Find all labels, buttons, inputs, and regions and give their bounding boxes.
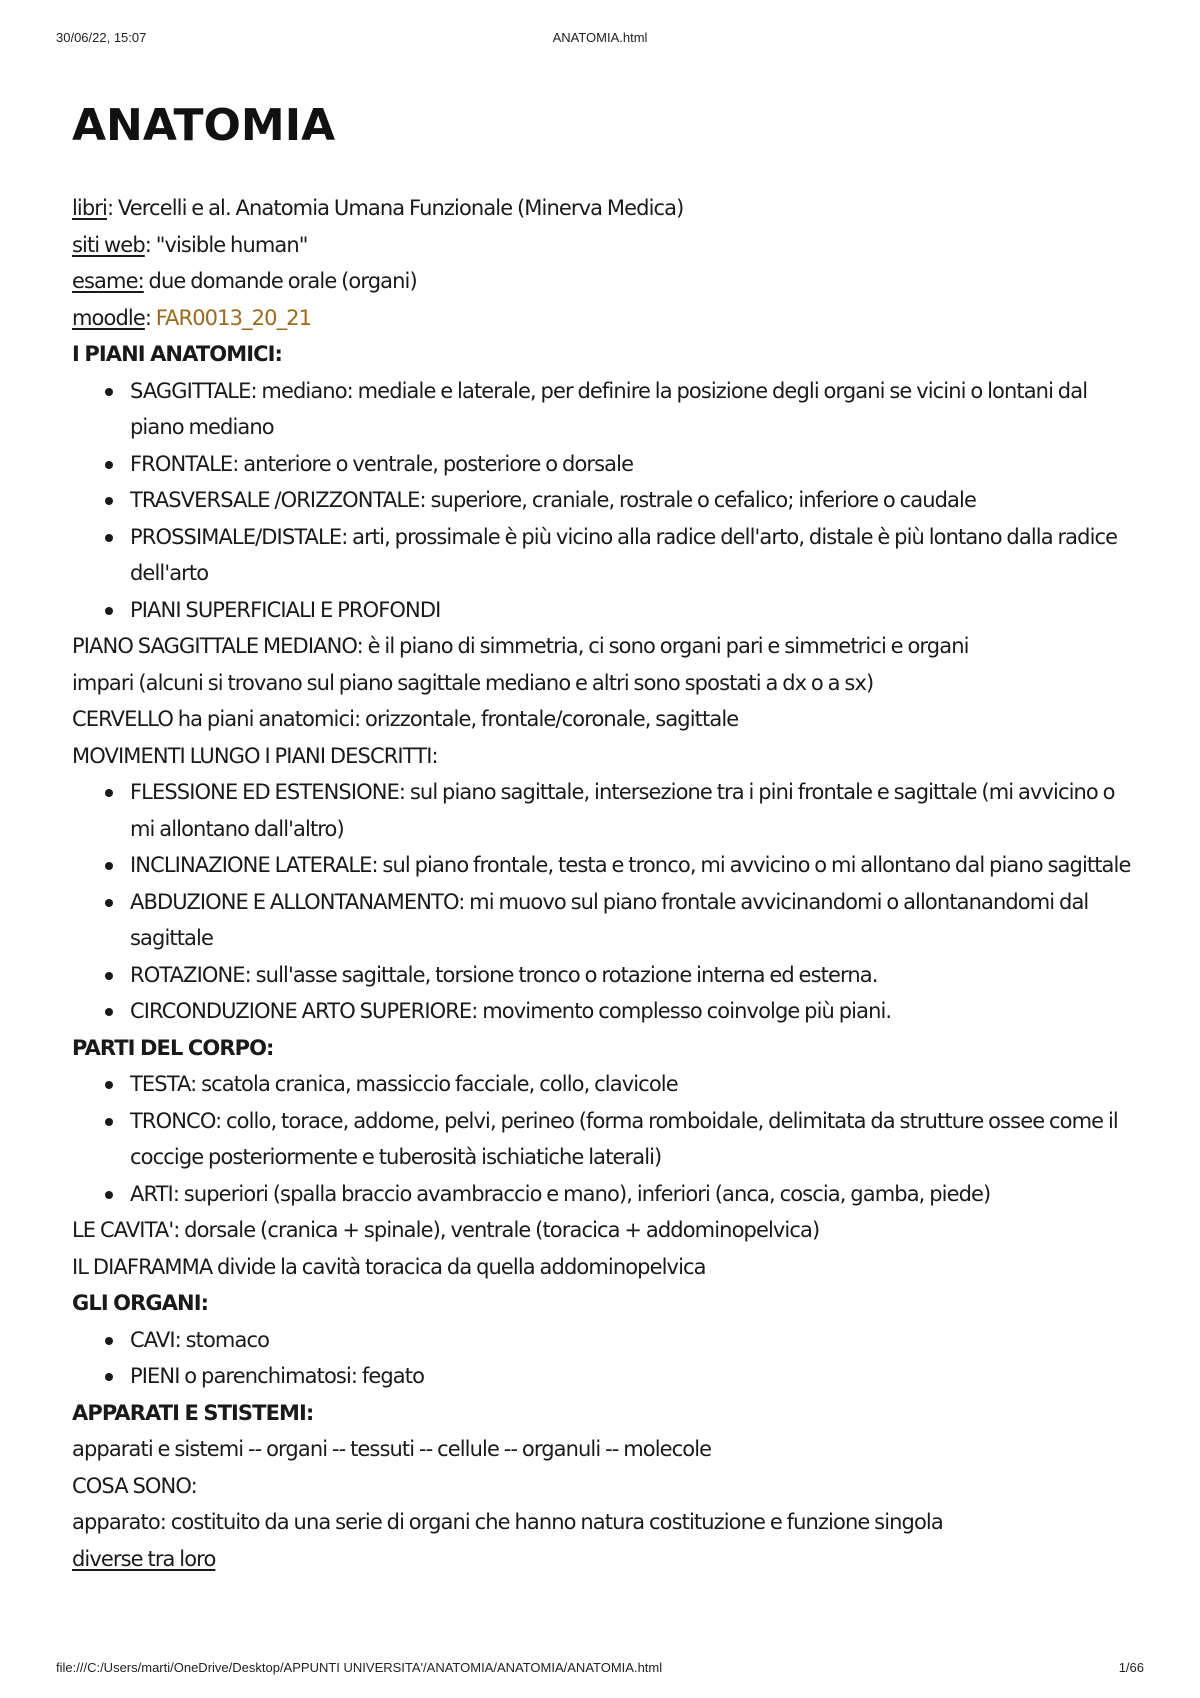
paragraph-piano-saggittale-1: PIANO SAGGITTALE MEDIANO: è il piano di simmetria, ci sono organi pari e simmetrici e organi (72, 634, 969, 658)
section-heading-apparati: APPARATI E STISTEMI: (72, 1400, 314, 1425)
print-file-path: file:///C:/Users/marti/OneDrive/Desktop/APPUNTI UNIVERSITA'/ANATOMIA/ANATOMIA/ANATOMIA.html (56, 1660, 663, 1675)
paragraph-movimenti-heading: MOVIMENTI LUNGO I PIANI DESCRITTI: (72, 743, 438, 768)
section-heading-piani: I PIANI ANATOMICI: (72, 342, 283, 366)
print-page-title: ANATOMIA.html (552, 30, 648, 45)
print-footer (56, 1660, 1144, 1678)
organi-list (72, 1322, 1132, 1395)
paragraph-cosa-sono: COSA SONO: (72, 1473, 197, 1498)
libri-label: libri (72, 196, 107, 220)
esame-value: due domande orale (organi) (143, 269, 417, 293)
print-page-number: 1/66 (1118, 1660, 1144, 1675)
list-item: ABDUZIONE E ALLONTANAMENTO: mi muovo sul piano frontale avvicinandomi o allontanandomi dal sagittale (130, 884, 1132, 957)
info-moodle (72, 300, 1132, 337)
paragraph-piano-saggittale-2: impari (alcuni si trovano sul piano sagittale mediano e altri sono spostati a dx o a sx) (72, 670, 874, 695)
info-esame (72, 263, 1132, 300)
info-siti-web (72, 227, 1132, 264)
section-heading-organi: GLI ORGANI: (72, 1291, 209, 1315)
list-item: FLESSIONE ED ESTENSIONE: sul piano sagittale, intersezione tra i pini frontale e sagittale (mi avvicino o mi allontano dall'altro) (130, 774, 1132, 847)
list-item: PIENI o parenchimatosi: fegato (130, 1358, 1132, 1395)
document-body (72, 96, 1132, 1577)
list-item: PIANI SUPERFICIALI E PROFONDI (130, 592, 1132, 629)
list-item: SAGGITTALE: mediano: mediale e laterale, per definire la posizione degli organi se vicini o lontani dal piano mediano (130, 373, 1132, 446)
list-item: TESTA: scatola cranica, massiccio facciale, collo, clavicole (130, 1066, 1132, 1103)
print-header (56, 30, 1144, 48)
section-heading-parti: PARTI DEL CORPO: (72, 1035, 274, 1060)
paragraph-apparato: apparato: costituito da una serie di organi che hanno natura costituzione e funzione singola (72, 1510, 943, 1534)
list-item: ARTI: superiori (spalla braccio avambraccio e mano), inferiori (anca, coscia, gamba, piede) (130, 1176, 1132, 1213)
print-datetime: 30/06/22, 15:07 (56, 30, 147, 45)
movimenti-list (72, 774, 1132, 1030)
list-item: FRONTALE: anteriore o ventrale, posteriore o dorsale (130, 446, 1132, 483)
piani-list (72, 373, 1132, 629)
moodle-colon: : (144, 305, 156, 330)
paragraph-diverse: diverse tra loro (72, 1546, 216, 1571)
parti-list (72, 1066, 1132, 1212)
list-item: CAVI: stomaco (130, 1322, 1132, 1359)
libri-value: : Vercelli e al. Anatomia Umana Funzionale (Minerva Medica) (106, 196, 684, 220)
list-item: TRONCO: collo, torace, addome, pelvi, perineo (forma romboidale, delimitata da strutture ossee come il coccige posteriormente e tuberosità ischiatiche laterali) (130, 1103, 1132, 1176)
document-title: ANATOMIA (72, 100, 336, 151)
paragraph-diaframma: IL DIAFRAMMA divide la cavità toracica da quella addominopelvica (72, 1254, 706, 1279)
siti-web-value: : "visible human" (144, 232, 308, 257)
paragraph-gerarchia: apparati e sistemi -- organi -- tessuti -- cellule -- organuli -- molecole (72, 1437, 712, 1461)
moodle-link[interactable]: FAR0013_20_21 (155, 305, 312, 330)
list-item: CIRCONDUZIONE ARTO SUPERIORE: movimento complesso coinvolge più piani. (130, 993, 1132, 1030)
siti-web-label: siti web (72, 232, 145, 257)
list-item: PROSSIMALE/DISTALE: arti, prossimale è più vicino alla radice dell'arto, distale è più lontano dalla radice dell'arto (130, 519, 1132, 592)
paragraph-cervello: CERVELLO ha piani anatomici: orizzontale, frontale/coronale, sagittale (72, 707, 739, 731)
list-item: ROTAZIONE: sull'asse sagittale, torsione tronco o rotazione interna ed esterna. (130, 957, 1132, 994)
list-item: INCLINAZIONE LATERALE: sul piano frontale, testa e tronco, mi avvicino o mi allontano dal piano sagittale (130, 847, 1132, 884)
paragraph-cavita: LE CAVITA': dorsale (cranica + spinale), ventrale (toracica + addominopelvica) (72, 1218, 820, 1242)
esame-label: esame: (72, 269, 144, 293)
moodle-label: moodle (72, 305, 145, 330)
list-item: TRASVERSALE /ORIZZONTALE: superiore, craniale, rostrale o cefalico; inferiore o caudale (130, 482, 1132, 519)
info-libri (72, 190, 1132, 227)
